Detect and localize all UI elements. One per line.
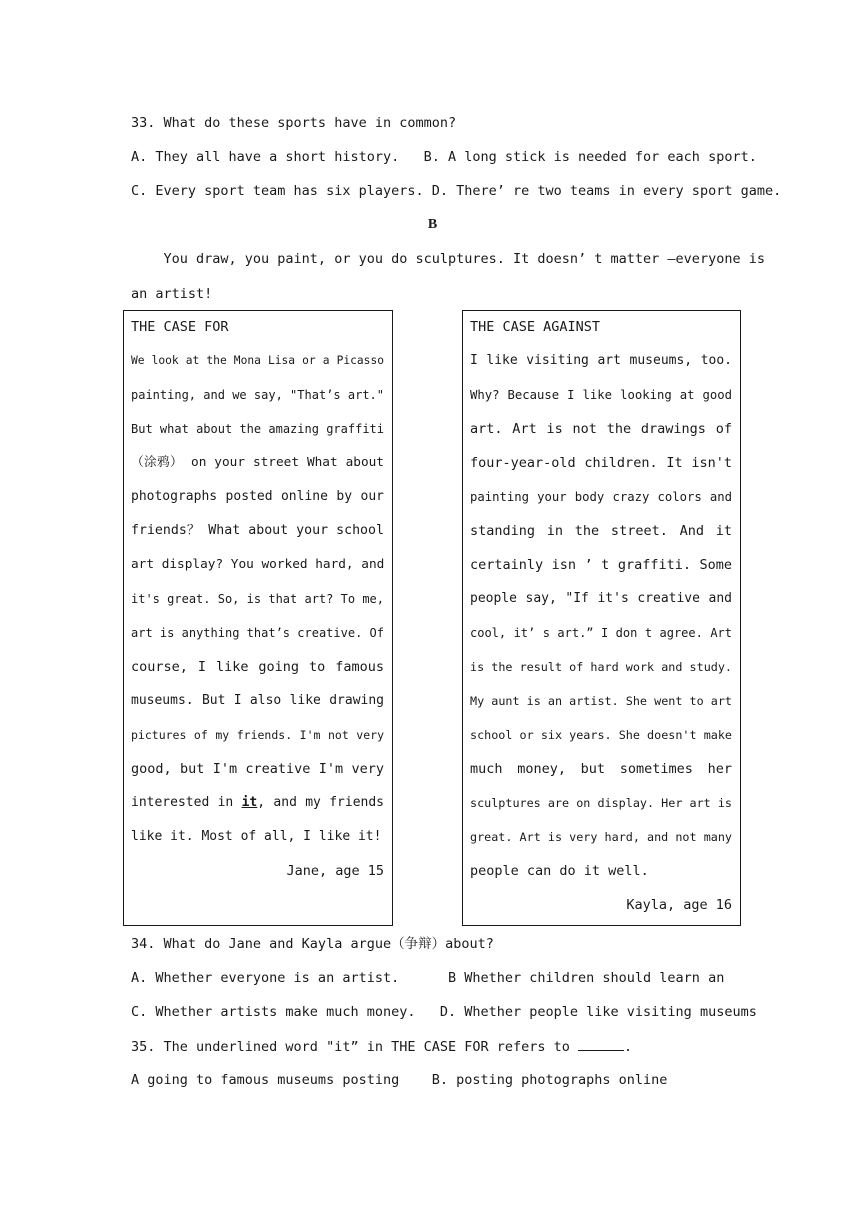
case-against-line: people say, "If it's creative and xyxy=(470,591,732,606)
case-against-line: sculptures are on display. Her art is xyxy=(470,796,732,810)
case-for-line: We look at the Mona Lisa or a Picasso xyxy=(131,354,384,367)
q35-question-text: 35. The underlined word "it” in THE CASE FOR refers to xyxy=(131,1039,579,1055)
q33-options-cd: C. Every sport team has six players. D. There’ re two teams in every sport game. xyxy=(131,183,782,199)
case-for-line: good, but I'm creative I'm very xyxy=(131,761,384,777)
q33-options-ab: A. They all have a short history. B. A long stick is needed for each sport. xyxy=(131,149,757,165)
case-for-text xyxy=(131,310,384,888)
q34-options-ab: A. Whether everyone is an artist. B Whether children should learn an xyxy=(131,970,725,986)
q35-question-end: . xyxy=(624,1039,633,1055)
section-heading: B xyxy=(427,217,438,232)
answer-blank[interactable] xyxy=(578,1036,624,1051)
case-for-line: friends？ What about your school xyxy=(131,523,384,538)
q35-question xyxy=(131,1036,632,1057)
q34-options-cd: C. Whether artists make much money. D. Whether people like visiting museums xyxy=(131,1004,757,1020)
case-for-line: it's great. So, is that art? To me, xyxy=(131,592,384,606)
case-against-line: art. Art is not the drawings of xyxy=(470,421,732,437)
case-for-line: painting, and we say, "That’s art." xyxy=(131,388,384,402)
case-for-line: But what about the amazing graffiti xyxy=(131,422,384,436)
case-against-line: certainly isn ’ t graffiti. Some xyxy=(470,557,732,573)
intro-line-1: You draw, you paint, or you do sculptures. It doesn’ t matter –everyone is xyxy=(131,251,765,267)
case-for-line-last: like it. Most of all, I like it! xyxy=(131,829,382,844)
case-against-line: cool, it’ s art.” I don t agree. Art xyxy=(470,626,732,640)
case-for-signature: Jane, age 15 xyxy=(286,863,384,879)
case-for-line-underlined xyxy=(131,786,384,820)
case-against-line-last: people can do it well. xyxy=(470,863,649,879)
case-against-line: I like visiting art museums, too. xyxy=(470,353,732,368)
case-for-line: photographs posted online by our xyxy=(131,489,384,504)
case-for-line: THE CASE FOR xyxy=(131,319,229,335)
case-against-line: standing in the street. And it xyxy=(470,523,732,539)
q35-options-ab: A going to famous museums posting B. posting photographs online xyxy=(131,1072,668,1088)
case-for-line: art is anything that’s creative. Of xyxy=(131,626,384,640)
case-for-line: pictures of my friends. I'm not very xyxy=(131,728,384,742)
case-against-line: Why? Because I like looking at good xyxy=(470,388,732,402)
case-against-line: great. Art is very hard, and not many xyxy=(470,830,732,844)
intro-line-2: an artist! xyxy=(131,286,213,302)
case-against-text xyxy=(470,310,732,922)
case-for-line: museums. But I also like drawing xyxy=(131,693,384,708)
case-against-signature: Kayla, age 16 xyxy=(626,897,732,913)
case-against-line: much money, but sometimes her xyxy=(470,761,732,777)
case-for-line: course, I like going to famous xyxy=(131,659,384,675)
case-for-underline-pre: interested in xyxy=(131,795,242,810)
case-against-line: painting your body crazy colors and xyxy=(470,490,732,504)
case-for-line: （涂鸦） on your street What about xyxy=(131,455,384,470)
q34-question: 34. What do Jane and Kayla argue（争辩）about? xyxy=(131,936,494,952)
underlined-word-it: it xyxy=(241,795,258,810)
case-against-line: is the result of hard work and study. xyxy=(470,660,732,674)
case-against-line: THE CASE AGAINST xyxy=(470,319,601,335)
q33-question: 33. What do these sports have in common? xyxy=(131,115,457,131)
case-for-underline-post: , and my friends xyxy=(257,795,384,810)
case-for-line: art display? You worked hard, and xyxy=(131,557,384,572)
case-against-line: My aunt is an artist. She went to art xyxy=(470,694,732,708)
case-against-line: four-year-old children. It isn't xyxy=(470,455,732,471)
case-against-line: school or six years. She doesn't make xyxy=(470,728,732,742)
